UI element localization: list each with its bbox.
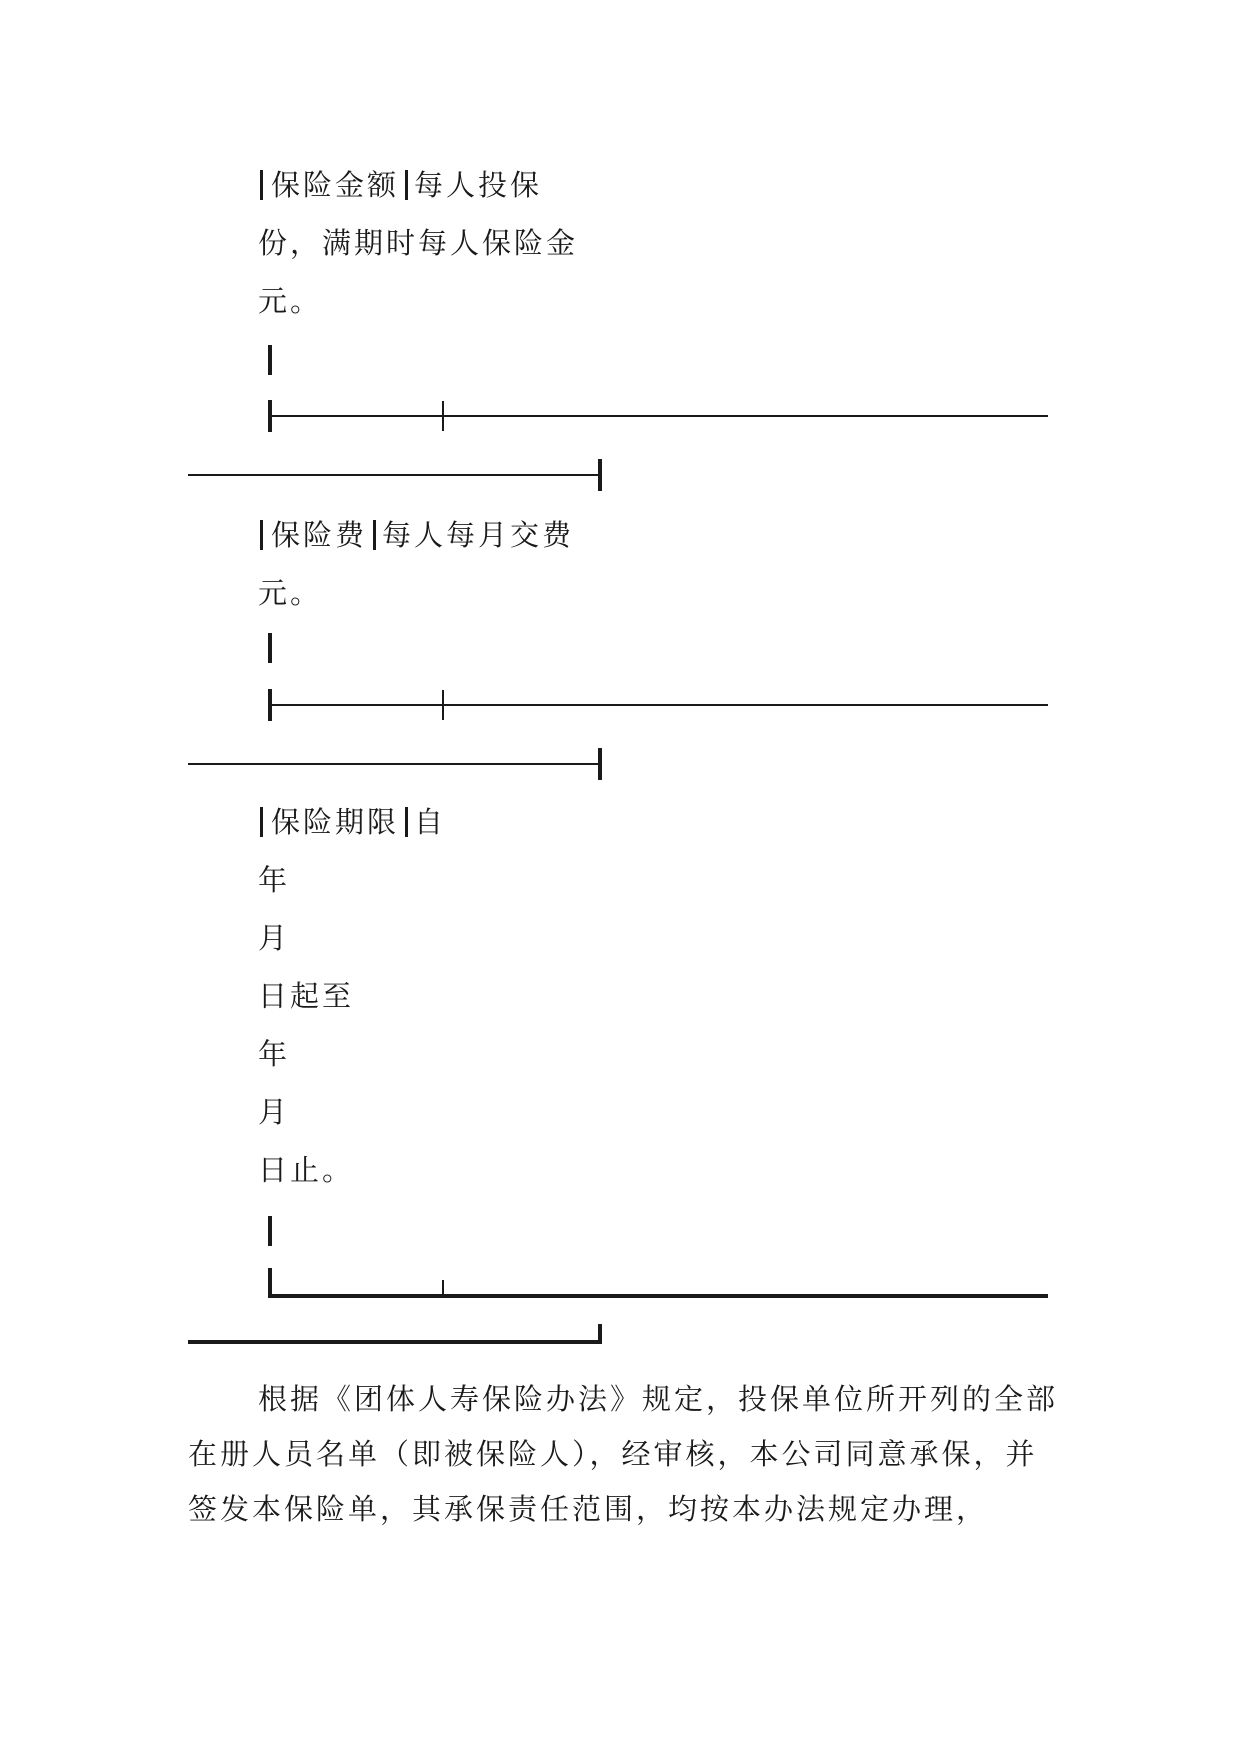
table-border-right <box>598 459 602 491</box>
table-bottom-border <box>188 1340 602 1344</box>
premium-text-2: 元。 <box>258 576 323 610</box>
table-border-left <box>268 345 272 375</box>
table-row-divider <box>188 474 598 476</box>
sum-insured-text-1: 每人投保 <box>414 168 543 202</box>
period-label: 保险期限 <box>271 805 400 839</box>
period-text-1: 自 <box>414 805 447 839</box>
table-column-tick <box>442 401 444 431</box>
premium-label: 保险费 <box>271 518 368 552</box>
period-text-4: 日起至 <box>258 979 355 1013</box>
period-row-line-1 <box>258 802 446 842</box>
table-bottom-border <box>268 1294 1048 1298</box>
sum-insured-text-2: 份，满期时每人保险金 <box>258 226 579 260</box>
premium-text-1: 每人每月交费 <box>382 518 575 552</box>
table-row-divider <box>270 704 1048 706</box>
sum-insured-text-3: 元。 <box>258 284 323 318</box>
table-column-divider <box>373 520 376 550</box>
premium-row-line-1 <box>258 515 574 555</box>
table-border-left <box>260 170 263 200</box>
sum-insured-label: 保险金额 <box>271 168 400 202</box>
body-paragraph: 根据《团体人寿保险办法》规定，投保单位所开列的全部在册人员名单（即被保险人），经审核，本公司同意承保，并签发本保险单，其承保责任范围，均按本办法规定办理， <box>188 1382 1059 1526</box>
table-border-left <box>268 1216 272 1246</box>
table-border-right <box>598 748 602 780</box>
sum-insured-row-line-1 <box>258 165 542 205</box>
table-border-left <box>260 807 263 837</box>
period-text-2: 年 <box>258 863 291 897</box>
table-column-tick <box>442 690 444 720</box>
table-border-left <box>260 520 263 550</box>
table-border-right <box>598 1324 602 1344</box>
period-text-6: 月 <box>258 1095 291 1129</box>
table-border-left <box>268 633 272 663</box>
table-column-divider <box>405 170 408 200</box>
table-column-tick <box>442 1280 444 1296</box>
table-column-divider <box>405 807 408 837</box>
period-text-5: 年 <box>258 1037 291 1071</box>
table-row-divider <box>188 763 598 765</box>
period-text-3: 月 <box>258 921 291 955</box>
table-row-divider <box>270 415 1048 417</box>
period-text-7: 日止。 <box>258 1153 355 1187</box>
